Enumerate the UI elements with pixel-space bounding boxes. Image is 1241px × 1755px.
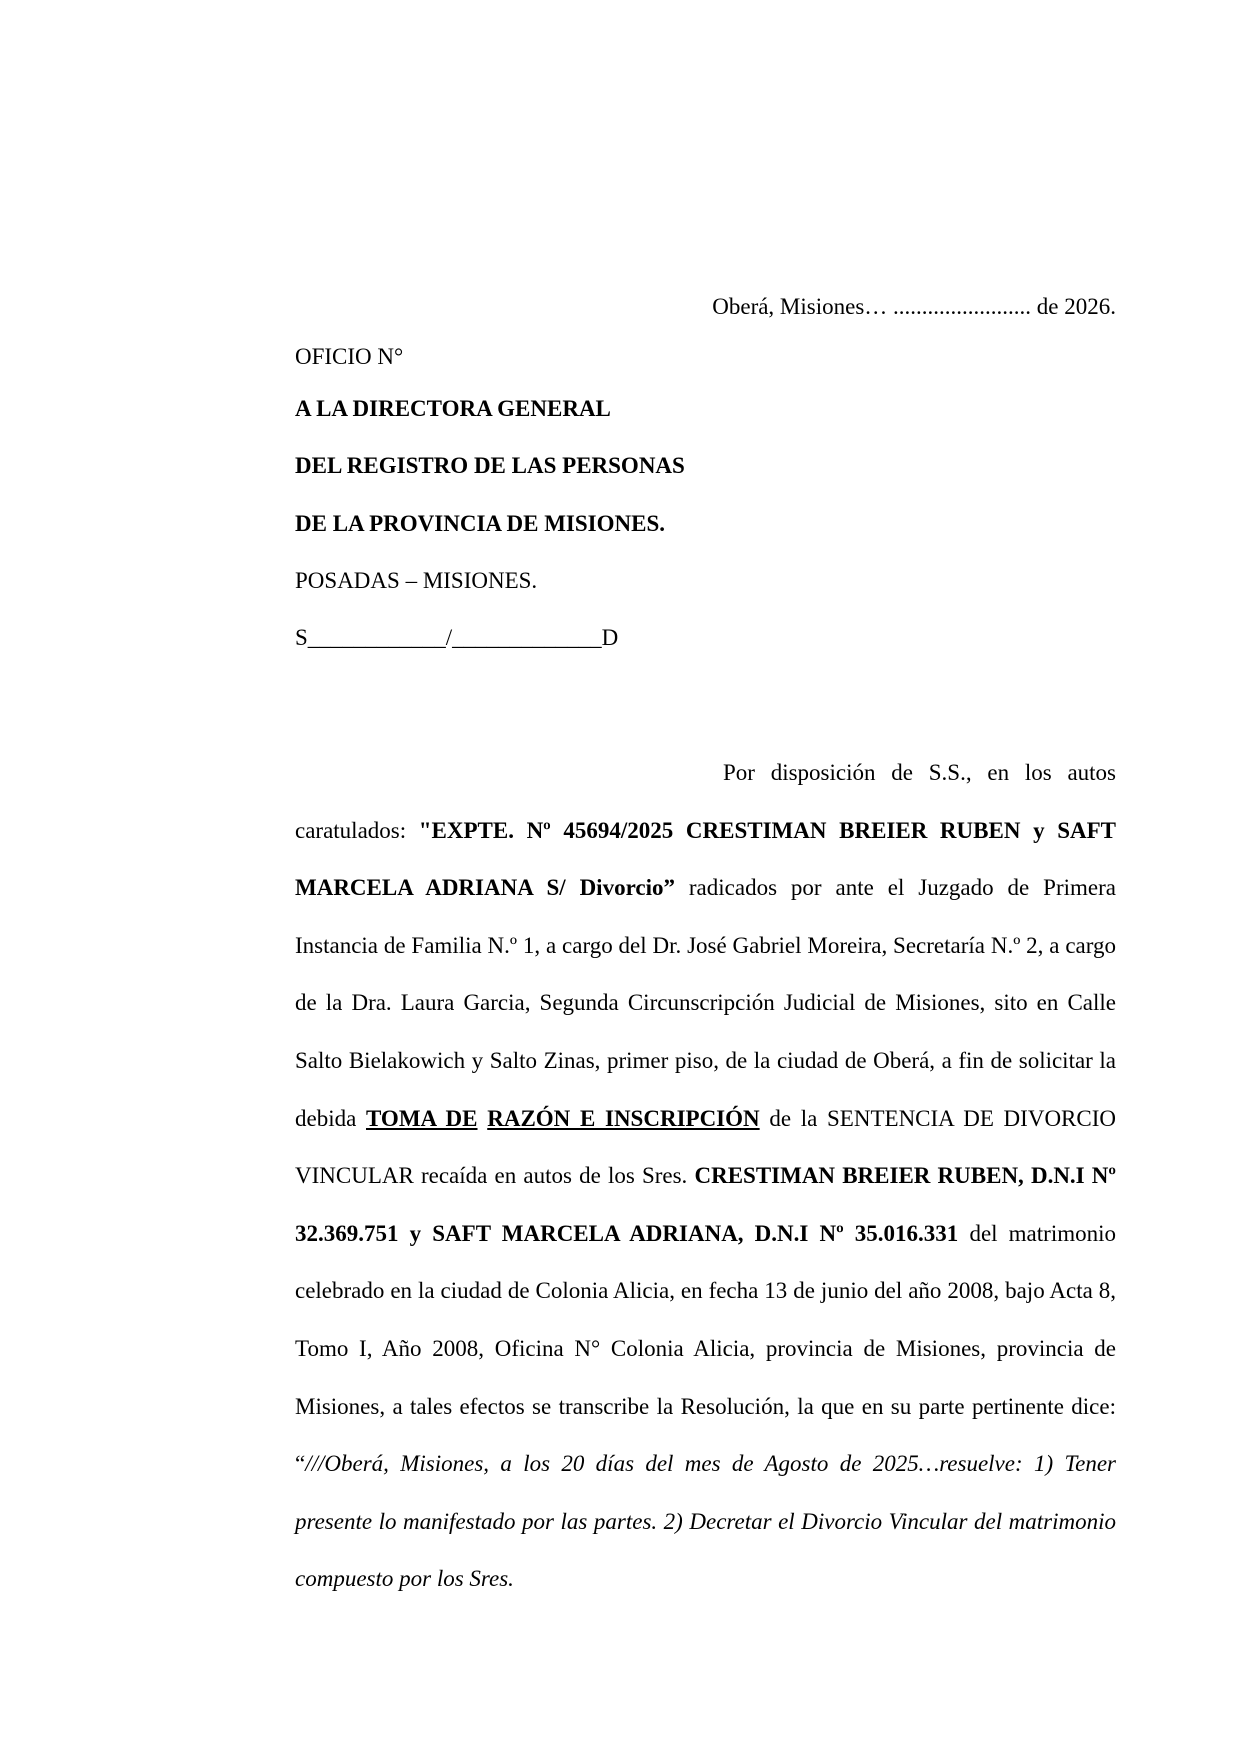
date-line: Oberá, Misiones… ........................ de 2026. [712,294,1116,319]
parties-ids: CRESTIMAN BREIER RUBEN, D.N.I Nº 32.369.751 y SAFT MARCELA ADRIANA, D.N.I Nº 35.016.331 [295,1163,1116,1246]
razon-inscripcion: RAZÓN E INSCRIPCIÓN [487,1105,760,1131]
addressee-line-2: DEL REGISTRO DE LAS PERSONAS [295,453,685,478]
oficio-number: OFICIO N° [295,344,404,369]
court-details: radicados por ante el Juzgado de Primera Instancia de Familia N.º 1, a cargo del Dr. José Gabriel Moreira, Secretaría N.º 2, a cargo de la Dra. Laura Garcia, Segunda Circunscripción Judicial de Misiones, sito en Calle Salto Bielakowich y Salto Zinas, primer piso, de la ciudad de Oberá, a fin de solicitar la debida [295,875,1116,1131]
marriage-details: del matrimonio celebrado en la ciudad de Colonia Alicia, en fecha 13 de junio del año 2008, bajo Acta 8, Tomo I, Año 2008, Oficina N° Colonia Alicia, provincia de Misiones, provincia de Misiones, a tales efectos se transcribe la Resolución, la que en su parte pertinente dice: “ [295,1220,1116,1477]
city-line: POSADAS – MISIONES. [295,568,538,593]
space [478,1106,488,1131]
sd-line: S____________/_____________D [295,625,619,650]
sentence-text: de la SENTENCIA DE DIVORCIO VINCULAR recaída en autos de los Sres. [295,1105,1116,1189]
case-title: "EXPTE. Nº 45694/2025 CRESTIMAN BREIER RUBEN y SAFT MARCELA ADRIANA S/ Divorcio” [295,817,1116,901]
addressee-line-3: DE LA PROVINCIA DE MISIONES. [295,511,665,536]
resolution-quote: ///Oberá, Misiones, a los 20 días del mes de Agosto de 2025…resuelve: 1) Tener presente lo manifestado por las partes. 2) Decretar el Divorcio Vincular del matrimonio compuesto por los Sres. [295,1451,1116,1592]
body-intro: Por disposición de S.S., en los autos caratulados: [295,760,1116,843]
toma-de: TOMA DE [366,1105,478,1131]
body-paragraph [295,744,1116,1608]
addressee-line-1: A LA DIRECTORA GENERAL [295,396,611,421]
